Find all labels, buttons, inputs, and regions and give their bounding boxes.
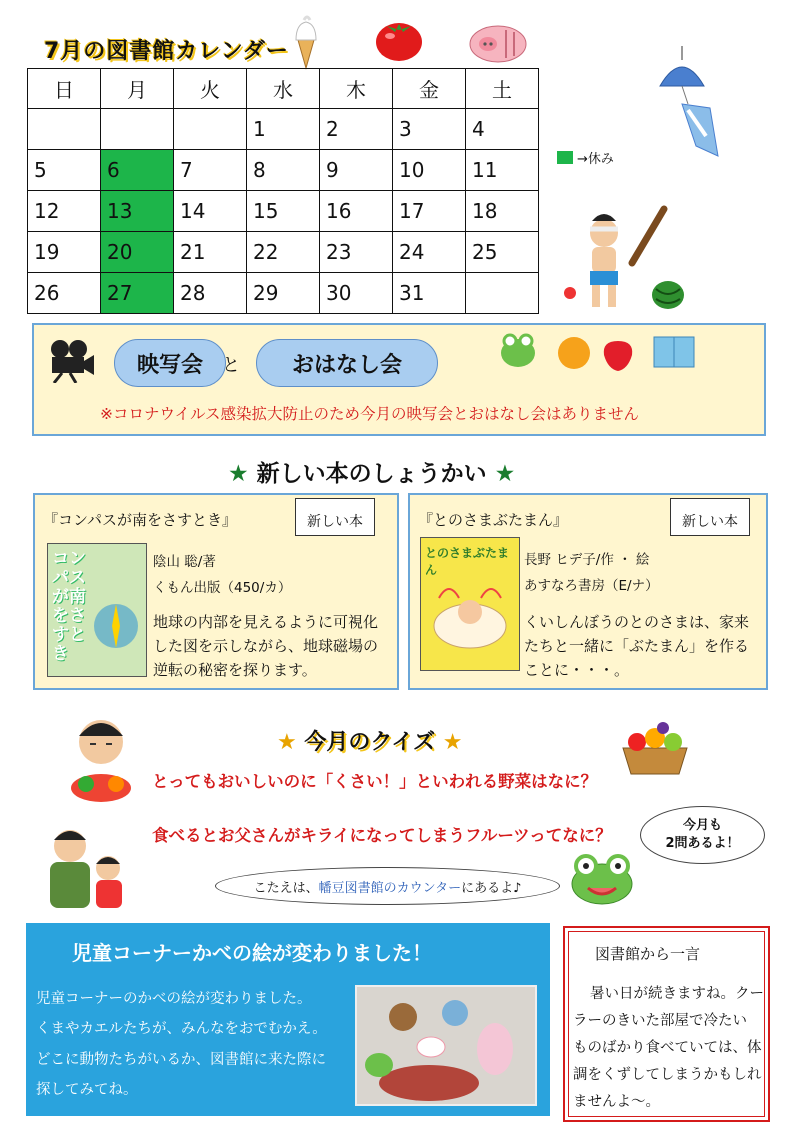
calendar-day: 29: [247, 273, 320, 314]
calendar-day: 23: [320, 232, 393, 273]
calendar-day: 19: [28, 232, 101, 273]
steamed-bun-illustration: [429, 578, 511, 658]
kids-corner-line: どこに動物たちがいるか、図書館に来た際に: [36, 1052, 326, 1068]
library-note-line: 暑い日が続きますね。クー: [590, 986, 764, 1002]
watermelon-split-illustration: [560, 205, 690, 315]
book-description-line: ことに・・・。: [524, 661, 630, 679]
and-label: と: [222, 355, 240, 376]
star-icon: ★: [228, 461, 249, 487]
kids-corner-line: くまやカエルたちが、みんなをおでむかえ。: [36, 1021, 327, 1037]
compass-illustration: [88, 596, 144, 656]
library-note-line: ませんよ～。: [573, 1094, 660, 1110]
calendar-day: 4: [466, 109, 539, 150]
calendar-day: 18: [466, 191, 539, 232]
calendar-day-holiday: 20: [101, 232, 174, 273]
calendar-day-holiday: 6: [101, 150, 174, 191]
star-icon: ★: [494, 461, 516, 487]
star-icon: ★: [277, 730, 297, 755]
book-author: 陰山 聡/著: [153, 554, 216, 570]
weekday-row: [28, 69, 539, 109]
story-label: おはなし会: [291, 352, 402, 378]
calendar-day: 14: [174, 191, 247, 232]
frog-speech-bubble: [640, 806, 765, 864]
book-author: 長野 ヒデ子/作 ・ 絵: [524, 552, 650, 568]
calendar-day: 9: [320, 150, 393, 191]
kids-corner-title: 児童コーナーかべの絵が変わりました！: [72, 941, 432, 965]
calendar-week: [28, 232, 539, 273]
kids-corner-line: 探してみてね。: [36, 1082, 138, 1098]
weekday-header: 土: [466, 69, 539, 109]
calendar-title: 7月の図書館カレンダー: [44, 39, 289, 64]
calendar-day-holiday: 13: [101, 191, 174, 232]
book-publisher: くもん出版（450/カ）: [153, 580, 292, 596]
library-note-line: ものばかり食べていては、体: [573, 1040, 762, 1056]
new-book-tag: 新しい本: [670, 498, 750, 536]
calendar-week: [28, 273, 539, 314]
weekday-header: 月: [101, 69, 174, 109]
library-note-title: 図書館から一言: [595, 945, 701, 963]
calendar-day: 26: [28, 273, 101, 314]
calendar-day: 31: [393, 273, 466, 314]
book-description-line: 地球の内部を見えるように可視化: [153, 613, 379, 631]
cover-title: とのさまぶたまん: [425, 546, 510, 577]
calendar-day: [101, 109, 174, 150]
father-child-illustration: [40, 822, 130, 908]
story-pill: [256, 339, 438, 387]
book-title: 『コンパスが南をさすとき』: [43, 511, 237, 529]
calendar-day: 5: [28, 150, 101, 191]
answer-place: 幡豆図書館のカウンター: [318, 880, 462, 896]
pig-mosquito-coil-icon: [466, 20, 530, 64]
strawberry-icon: [604, 341, 632, 371]
new-book-tag: 新しい本: [295, 498, 375, 536]
calendar-day: 17: [393, 191, 466, 232]
book-publisher: あすなろ書房（E/ナ）: [524, 578, 659, 594]
calendar-day: [28, 109, 101, 150]
calendar-day: 30: [320, 273, 393, 314]
calendar-day: 11: [466, 150, 539, 191]
quiz-question-1: とってもおいしいのに「くさい！」といわれる野菜はなに？: [152, 772, 598, 791]
weekday-header: 日: [28, 69, 101, 109]
decorative-icons-row: [496, 329, 722, 373]
book-description-line: くいしんぼうのとのさまは、家来: [524, 613, 750, 631]
calendar-day: 3: [393, 109, 466, 150]
answer-prefix: こたえは、: [253, 880, 319, 896]
movie-label: 映写会: [136, 352, 203, 378]
frog-icon: [568, 852, 636, 906]
legend-label: →休み: [577, 152, 614, 167]
kids-corner-line: 児童コーナーのかべの絵が変わりました。: [36, 991, 312, 1007]
book-cover: [420, 537, 520, 671]
calendar-week: [28, 150, 539, 191]
calendar-day: 7: [174, 150, 247, 191]
calendar-day: [174, 109, 247, 150]
calendar-table: [27, 68, 539, 314]
quiz-heading-text: 今月のクイズ: [304, 730, 436, 755]
book-card: [408, 493, 768, 690]
calendar-day: 10: [393, 150, 466, 191]
movie-pill: [114, 339, 226, 387]
weekday-header: 金: [393, 69, 466, 109]
wall-art-photo: [355, 985, 537, 1106]
quiz-question-2: 食べるとお父さんがキライになってしまうフルーツってなに？: [152, 826, 612, 845]
book-title: 『とのさまぶたまん』: [418, 511, 569, 529]
book-icon: [654, 337, 694, 367]
holiday-legend: [557, 148, 614, 167]
cover-title: コンパスが南をさすとき: [52, 549, 86, 664]
movie-camera-icon: [46, 339, 96, 383]
fruit-basket-icon: [615, 718, 695, 778]
calendar-day: 16: [320, 191, 393, 232]
weekday-header: 火: [174, 69, 247, 109]
answer-bubble: [215, 867, 560, 905]
orange-icon: [558, 337, 590, 369]
calendar-week: [28, 109, 539, 150]
calendar-day: 12: [28, 191, 101, 232]
book-description-line: たちと一緒に「ぶたまん」を作る: [524, 637, 750, 655]
book-description-line: 逆転の秘密を探ります。: [153, 661, 317, 679]
calendar-day: [466, 273, 539, 314]
calendar-day: 25: [466, 232, 539, 273]
calendar-day: 1: [247, 109, 320, 150]
tomato-icon: [373, 16, 425, 62]
calendar-day: 15: [247, 191, 320, 232]
calendar-day: 22: [247, 232, 320, 273]
new-books-heading: [228, 455, 515, 488]
frog-icon: [501, 335, 535, 367]
calendar-day: 24: [393, 232, 466, 273]
answer-suffix: にあるよ♪: [461, 880, 522, 896]
book-description-line: した図を示しながら、地球磁場の: [153, 637, 379, 655]
calendar-day: 28: [174, 273, 247, 314]
frog-line-2: 2問あるよ！: [665, 836, 740, 851]
quiz-heading: [277, 725, 463, 756]
holiday-swatch: [557, 151, 573, 164]
calendar-day-holiday: 27: [101, 273, 174, 314]
library-note-line: 調をくずしてしまうかもしれ: [573, 1067, 762, 1083]
star-icon: ★: [442, 730, 463, 755]
library-note-line: ラーのきいた部屋で冷たい: [573, 1013, 747, 1029]
sick-boy-illustration: [66, 712, 136, 804]
wall-art-image: [357, 987, 535, 1104]
frog-line-1: 今月も: [682, 818, 722, 833]
book-card: [33, 493, 399, 690]
wind-chime-icon: [652, 46, 722, 158]
weekday-header: 木: [320, 69, 393, 109]
event-notice: ※コロナウイルス感染拡大防止のため今月の映写会とおはなし会はありません: [100, 405, 640, 423]
calendar-day: 21: [174, 232, 247, 273]
weekday-header: 水: [247, 69, 320, 109]
ice-cream-icon: [290, 14, 322, 70]
calendar-day: 2: [320, 109, 393, 150]
book-cover: [47, 543, 147, 677]
new-books-heading-text: 新しい本のしょうかい: [256, 461, 487, 487]
calendar-day: 8: [247, 150, 320, 191]
calendar-week: [28, 191, 539, 232]
